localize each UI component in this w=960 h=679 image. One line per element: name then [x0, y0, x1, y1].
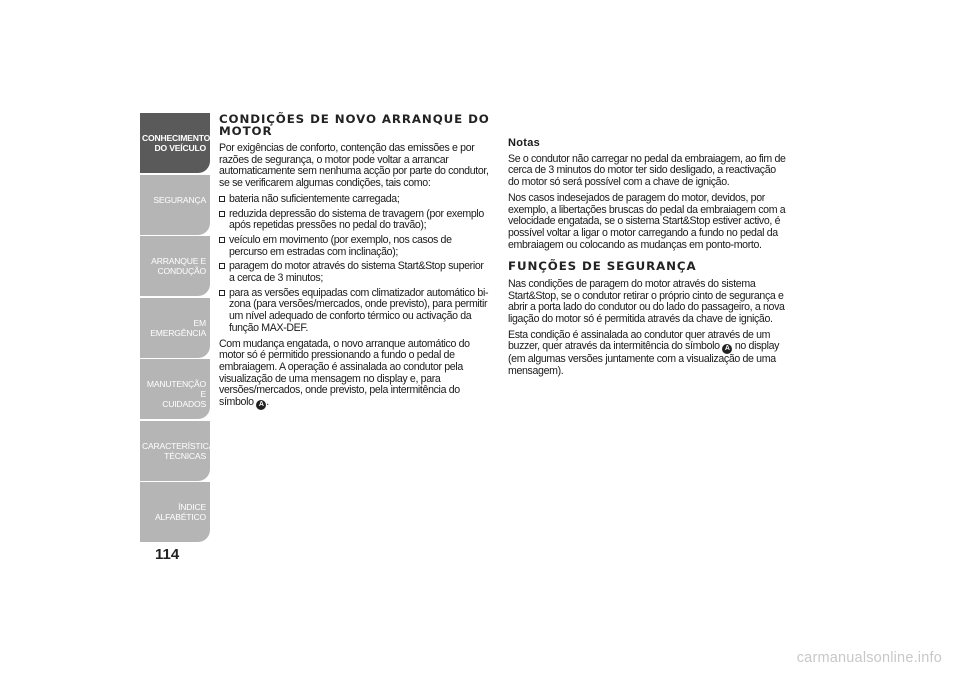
list-item: paragem do motor através do sistema Start&Stop superior a cerca de 3 minutos; [219, 261, 491, 284]
safety-paragraph: Esta condição é assinalada ao condutor quer através de um buzzer, quer através da intermitência do símbolo A no display (em algumas versões juntamente com a visualização de uma mensagem). [508, 328, 780, 378]
chapter-tab-label: SEGURANÇA [153, 194, 206, 205]
chapter-tab-conhecimento[interactable] [140, 113, 210, 173]
chapter-tab-indice[interactable] [140, 482, 210, 542]
chapter-sidebar [140, 113, 220, 544]
outro-paragraph: Com mudança engatada, o novo arranque automático do motor só é permitido pressionando a fundo o pedal de embraiagem. A operação é assinalada ao condutor pela visualização de uma mensagem no display e, para versões/mercados, onde previsto, pela intermitência do símbolo A . [219, 337, 470, 409]
left-column [219, 114, 491, 414]
chapter-tab-label: EM EMERGÊNCIA [150, 317, 206, 338]
right-column [508, 138, 786, 382]
safety-paragraph: Nas condições de paragem do motor através do sistema Start&Stop, se o condutor retirar o próprio cinto de segurança e abrir a porta lado do condutor ou do lado do passageiro, a nova ligação do motor só é permitida através da chave de ignição. [508, 277, 785, 325]
seatbelt-symbol-icon: A [722, 344, 732, 354]
checkbox-bullet-icon [219, 211, 225, 217]
chapter-tab-seguranca[interactable] [140, 175, 210, 235]
chapter-tab-label: ARRANQUE E CONDUÇÃO [151, 256, 206, 276]
chapter-tab-arranque[interactable] [140, 236, 210, 296]
list-item: bateria não suficientemente carregada; [219, 194, 491, 206]
chapter-tab-label: CONHECIMENTO DO VEÍCULO [142, 133, 211, 153]
chapter-tab-emergencia[interactable] [140, 298, 210, 358]
list-item: veículo em movimento (por exemplo, nos casos de percurso em estradas com inclinação); [219, 235, 491, 258]
checkbox-bullet-icon [219, 196, 225, 202]
notes-paragraph: Se o condutor não carregar no pedal da embraiagem, ao fim de cerca de 3 minutos do motor ter sido desligado, a reactivação do motor só será possível com a chave de ignição. [508, 152, 786, 189]
section-heading: CONDIÇÕES DE NOVO ARRANQUE DO MOTOR [219, 112, 490, 138]
checkbox-bullet-icon [219, 290, 225, 296]
start-stop-symbol-icon: A [256, 400, 266, 410]
list-item: para as versões equipadas com climatizador automático bi-zona (para versões/mercados, onde previsto), para permitir um nível adequado de conforto térmico ou activação da função MAX-DEF. [219, 288, 491, 335]
intro-paragraph: Por exigências de conforto, contenção das emissões e por razões de segurança, o motor pode voltar a arrancar automaticamente sem nenhuma acção por parte do condutor, se se verificarem algumas condições, tais como: [219, 142, 489, 190]
notes-title: Notas [508, 137, 541, 149]
watermark: carmanualsonline.info [796, 650, 942, 666]
chapter-tab-label: ÍNDICE ALFABÉTICO [154, 502, 206, 522]
safety-heading: FUNÇÕES DE SEGURANÇA [508, 259, 697, 274]
chapter-tab-label: CARACTERÍSTICAS TÉCNICAS [142, 440, 220, 461]
conditions-list [219, 194, 491, 335]
chapter-tab-manutencao[interactable] [140, 359, 210, 419]
chapter-tab-label: MANUTENÇÃO E CUIDADOS [146, 379, 206, 409]
checkbox-bullet-icon [219, 263, 225, 269]
notes-paragraph: Nos casos indesejados de paragem do motor, devidos, por exemplo, a libertações bruscas do pedal da embraiagem com a velocidade engatada, se o sistema Start&Stop estiver activo, é possível voltar a ligar o motor carregando a fundo no pedal da embraiagem ou colocando as mudanças em ponto-morto. [508, 191, 786, 251]
checkbox-bullet-icon [219, 237, 225, 243]
chapter-tab-caracteristicas[interactable] [140, 421, 220, 481]
page-number: 114 [155, 546, 180, 563]
list-item: reduzida depressão do sistema de travagem (por exemplo após repetidas pressões no pedal do travão); [219, 209, 491, 232]
